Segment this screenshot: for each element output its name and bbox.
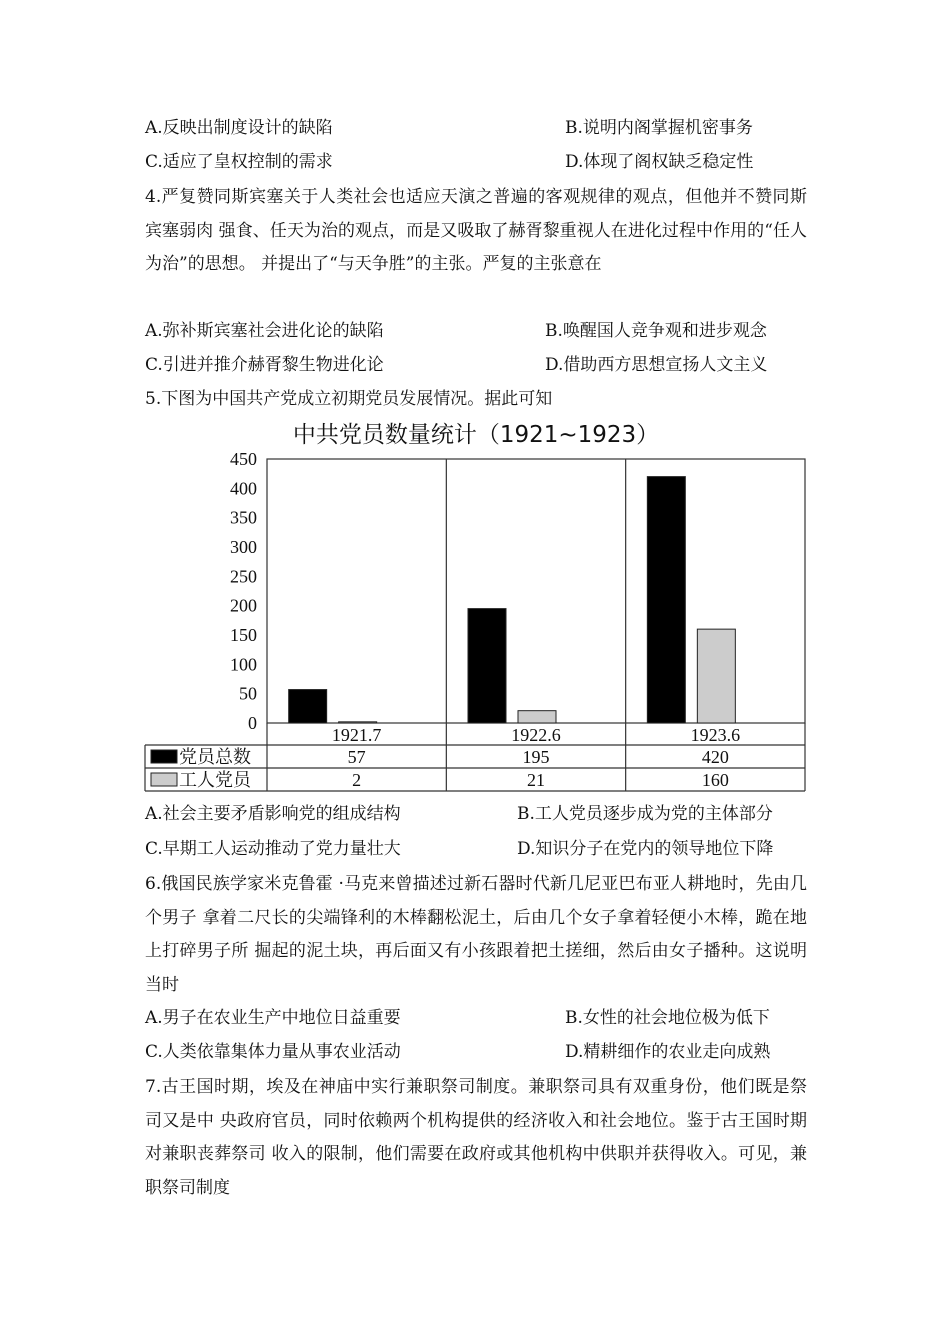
y-tick-label: 50 bbox=[239, 683, 257, 704]
data-label: 160 bbox=[701, 770, 729, 790]
bar-total bbox=[289, 690, 327, 723]
q4-option-c: C.引进并推介赫胥黎生物进化论 bbox=[145, 355, 384, 375]
q6-option-d: D.精耕细作的农业走向成熟 bbox=[565, 1042, 771, 1062]
q5-option-d: D.知识分子在党内的领导地位下降 bbox=[517, 839, 774, 859]
q6-option-c: C.人类依靠集体力量从事农业活动 bbox=[145, 1042, 401, 1062]
y-tick-label: 0 bbox=[248, 713, 257, 733]
data-label: 57 bbox=[347, 747, 366, 767]
q5-option-a: A.社会主要矛盾影响党的组成结构 bbox=[145, 804, 401, 824]
data-label: 420 bbox=[701, 747, 729, 767]
q3-option-c: C.适应了皇权控制的需求 bbox=[145, 152, 333, 172]
q3-option-a: A.反映出制度设计的缺陷 bbox=[145, 118, 333, 138]
data-label: 21 bbox=[527, 770, 545, 790]
legend-swatch bbox=[151, 750, 177, 763]
data-label: 2 bbox=[352, 770, 362, 790]
q5-option-b: B.工人党员逐步成为党的主体部分 bbox=[517, 804, 773, 824]
legend-swatch bbox=[151, 773, 177, 786]
q6-option-a: A.男子在农业生产中地位日益重要 bbox=[145, 1008, 401, 1028]
bar-total bbox=[468, 609, 506, 723]
y-tick-label: 150 bbox=[230, 625, 257, 645]
bar-worker bbox=[518, 711, 556, 723]
x-category-label: 1923.6 bbox=[690, 725, 741, 745]
y-tick-label: 350 bbox=[230, 507, 257, 528]
q6-stem: 6.俄国民族学家米克鲁霍 ·马克来曾描述过新石器时代新几尼亚巴布亚人耕地时，先由几个男子 拿着二尺长的尖端锋利的木棒翻松泥土，后由几个女子拿着轻便小木棒，跪在地上打碎男子所 掘起的泥土块，再后面又有小孩跟着把土搓细，然后由女子播种。这说明当时 bbox=[145, 874, 807, 995]
bar-worker bbox=[339, 722, 377, 723]
y-tick-label: 200 bbox=[230, 595, 257, 616]
y-tick-label: 100 bbox=[230, 654, 257, 675]
q3-option-b: B.说明内阁掌握机密事务 bbox=[565, 118, 753, 138]
x-category-label: 1921.7 bbox=[331, 725, 382, 745]
data-label: 195 bbox=[522, 747, 550, 767]
q7-stem: 7.古王国时期，埃及在神庙中实行兼职祭司制度。兼职祭司具有双重身份，他们既是祭司又是中 央政府官员，同时依赖两个机构提供的经济收入和社会地位。鉴于古王国时期对兼职丧葬祭司 收入的限制，他们需要在政府或其他机构中供职并获得收入。可见，兼职祭司制度 bbox=[145, 1077, 807, 1198]
q3-option-d: D.体现了阁权缺乏稳定性 bbox=[565, 152, 754, 172]
y-tick-label: 300 bbox=[230, 537, 257, 557]
y-tick-label: 450 bbox=[230, 449, 257, 469]
chart-title: 中共党员数量统计（1921~1923） bbox=[292, 422, 660, 448]
bar-worker bbox=[697, 629, 735, 723]
y-tick-label: 400 bbox=[230, 478, 257, 499]
q4-option-d: D.借助西方思想宣扬人文主义 bbox=[545, 355, 768, 375]
q6-option-b: B.女性的社会地位极为低下 bbox=[565, 1008, 770, 1028]
y-tick-label: 250 bbox=[230, 566, 257, 587]
q4-option-b: B.唤醒国人竞争观和进步观念 bbox=[545, 321, 767, 341]
q4-stem: 4.严复赞同斯宾塞关于人类社会也适应天演之普遍的客观规律的观点，但他并不赞同斯宾塞弱肉 强食、任天为治的观点，而是又吸取了赫胥黎重视人在进化过程中作用的“任人为治”的思想。 并提出了“与天争胜”的主张。严复的主张意在 bbox=[145, 187, 807, 274]
x-category-label: 1922.6 bbox=[511, 725, 561, 745]
q4-option-a: A.弥补斯宾塞社会进化论的缺陷 bbox=[145, 321, 384, 341]
q5-stem: 5.下图为中国共产党成立初期党员发展情况。据此可知 bbox=[145, 389, 553, 409]
legend-label: 党员总数 bbox=[179, 747, 251, 767]
q5-option-c: C.早期工人运动推动了党力量壮大 bbox=[145, 839, 401, 859]
bar-total bbox=[647, 477, 685, 723]
legend-label: 工人党员 bbox=[179, 770, 251, 790]
